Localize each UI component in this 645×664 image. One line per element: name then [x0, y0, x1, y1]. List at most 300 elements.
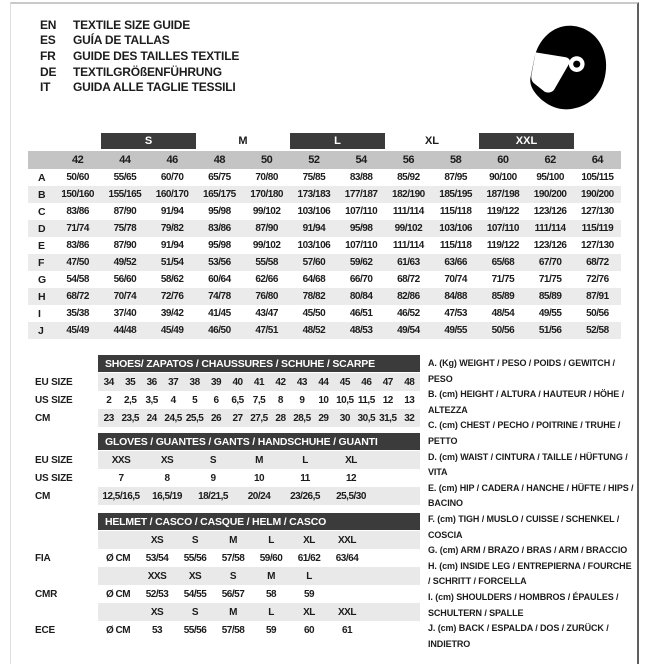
value-cell: 53/54	[145, 552, 169, 564]
value-cell: 58	[265, 588, 277, 600]
value-cell: 107/110	[345, 206, 378, 217]
value-cell: 170/180	[250, 189, 283, 200]
value-cell: 13	[404, 394, 415, 406]
row-letter: I	[38, 307, 41, 320]
legend-item: C. (cm) CHEST / PECHO / POITRINE / TRUHE / PETTO	[428, 420, 621, 446]
title-text: TEXTILE SIZE GUIDE	[73, 17, 191, 32]
value-cell: 71/74	[66, 223, 89, 234]
row-values	[98, 621, 420, 639]
value-cell: 31,5	[379, 412, 397, 424]
value-cell: 53	[151, 624, 163, 636]
row-values	[98, 603, 420, 621]
value-cell: 115/119	[581, 223, 614, 234]
letter-column-spacer	[28, 151, 54, 169]
value-cell: 63/66	[444, 257, 467, 268]
value-cell: 41/45	[208, 308, 231, 319]
value-cell: 90/100	[489, 172, 517, 183]
row-label-spacer	[35, 531, 98, 549]
title-line	[40, 48, 239, 64]
value-cell: 57/58	[221, 624, 245, 636]
legend-item: I. (cm) SHOULDERS / HOMBROS / ÉPAULES / SCHULTERN / SPALLE	[428, 591, 619, 618]
value-cell: 127/130	[581, 206, 614, 217]
value-cell: 67/70	[538, 257, 562, 268]
value-cell: 99/102	[394, 223, 423, 234]
value-cell: 70/80	[255, 172, 278, 183]
language-code: DE	[40, 64, 57, 79]
standard-label: FIA	[35, 552, 51, 564]
size-cell: M	[229, 534, 237, 546]
value-cell: 71/75	[491, 274, 515, 285]
value-cell: 26	[211, 412, 222, 424]
value-cell: 12,5/16,5	[102, 490, 140, 502]
shoes-table-title: SHOES/ ZAPATOS / CHAUSSURES / SCHUHE / SCARPE	[98, 355, 420, 372]
value-cell: 155/165	[108, 189, 142, 200]
title-text: GUIDA ALLE TAGLIE TESSILI	[73, 80, 236, 95]
legend-item: F. (cm) TIGH / MUSLO / CUISSE / SCHENKEL / COSCIA	[428, 513, 620, 540]
helmet-size-row	[35, 603, 420, 621]
value-cell: 119/122	[486, 240, 519, 251]
measurement-row-d	[28, 220, 621, 237]
value-cell: 45	[339, 376, 350, 388]
value-cell: 87/91	[586, 291, 609, 302]
helmet-table-title: HELMET / CASCO / CASQUE / HELM / CASCO	[98, 513, 420, 530]
size-cell: 64	[591, 154, 603, 166]
value-cell: 55/56	[183, 624, 207, 636]
value-cell: 76/80	[255, 291, 278, 302]
title-text: GUIDE DES TAILLES TEXTILE	[73, 48, 240, 63]
measurement-row-i	[28, 305, 621, 322]
size-group-l: L	[290, 133, 385, 149]
value-cell: M	[255, 454, 263, 466]
value-cell: 95/98	[349, 223, 373, 234]
size-group-s: S	[101, 133, 196, 149]
size-cell: XS	[150, 534, 164, 546]
value-cell: 60/70	[160, 172, 184, 183]
value-cell: 59	[303, 588, 315, 600]
row-letter: E	[38, 239, 46, 252]
unit-spacer	[98, 567, 138, 585]
value-cell: 80/84	[349, 291, 373, 302]
measurement-row-e	[28, 237, 621, 254]
value-cell: 35	[125, 376, 136, 388]
value-cell: 57/60	[302, 257, 326, 268]
row-label-spacer	[35, 433, 98, 450]
value-cell: 111/114	[392, 206, 424, 217]
size-cell: XXS	[147, 570, 167, 582]
unit-spacer	[98, 531, 138, 549]
value-cell: 48/52	[302, 325, 326, 336]
value-cell: 85/89	[538, 291, 562, 302]
title-line	[40, 79, 239, 95]
size-cell: XS	[188, 570, 202, 582]
value-cell: 34	[103, 376, 114, 388]
value-cell: 23,5	[121, 412, 139, 424]
language-code: EN	[40, 17, 57, 32]
helmet-size-row	[35, 531, 420, 549]
value-cell: 11	[300, 472, 310, 484]
value-cell: 60	[303, 624, 315, 636]
value-cell: 87/90	[255, 223, 278, 234]
value-cell: 7	[118, 472, 124, 484]
helmet-value-row-cmr	[35, 585, 420, 603]
value-cell: 45/50	[302, 308, 326, 319]
value-cell: 99/102	[252, 240, 281, 251]
measurement-row-c	[28, 203, 621, 220]
helmet-value-row-ece	[35, 621, 420, 639]
size-cell: XS	[150, 606, 164, 618]
value-cell: 48	[404, 376, 415, 388]
row-values	[98, 487, 420, 505]
value-cell: 62/66	[255, 274, 278, 285]
value-cell: 105/115	[581, 172, 614, 183]
size-cell: 54	[355, 154, 367, 166]
row-letter: A	[38, 171, 46, 184]
value-cell: 95/98	[208, 206, 231, 217]
size-cell: XXL	[338, 534, 356, 546]
value-cell: 23/26,5	[290, 490, 320, 502]
title-line	[40, 33, 239, 49]
value-cell: 64/68	[302, 274, 326, 285]
value-cell: 115/118	[439, 206, 472, 217]
table-row	[35, 487, 420, 505]
value-cell: 47/50	[66, 257, 89, 268]
row-letter: B	[38, 188, 46, 201]
language-code: IT	[40, 80, 51, 95]
size-cell: L	[268, 606, 274, 618]
value-cell: 50/56	[491, 325, 515, 336]
value-cell: 49/52	[113, 257, 137, 268]
title-line	[40, 17, 239, 33]
size-cell: S	[191, 534, 199, 546]
shoes-table	[35, 355, 420, 427]
value-cell: 39/42	[160, 308, 184, 319]
value-cell: 55/58	[255, 257, 278, 268]
value-cell: 35/38	[66, 308, 89, 319]
value-cell: 18/21,5	[198, 490, 228, 502]
value-cell: 44/48	[113, 325, 137, 336]
gloves-table	[35, 433, 420, 505]
value-cell: 56/60	[113, 274, 137, 285]
value-cell: 65/68	[491, 257, 515, 268]
value-cell: 111/114	[534, 223, 566, 234]
value-cell: 54/55	[183, 588, 207, 600]
value-cell: 8	[277, 394, 283, 406]
row-label-spacer	[35, 355, 98, 372]
value-cell: 83/86	[66, 206, 89, 217]
value-cell: 30	[339, 412, 350, 424]
value-cell: 48/53	[349, 325, 373, 336]
size-group-m: M	[238, 135, 248, 147]
size-group-xl: XL	[424, 135, 440, 147]
gloves-table-title: GLOVES / GUANTES / GANTS / HANDSCHUHE / GUANTI	[98, 433, 420, 450]
title-line	[40, 64, 239, 80]
table-row	[35, 391, 420, 409]
value-cell: 87/90	[113, 240, 137, 251]
row-label-spacer	[35, 513, 98, 530]
size-cell: 42	[72, 154, 84, 166]
value-cell: 59/60	[259, 552, 283, 564]
value-cell: 115/118	[439, 240, 472, 251]
unit-label: Ø CM	[105, 588, 131, 600]
size-cell: M	[267, 570, 275, 582]
row-values	[98, 373, 420, 391]
value-cell: 48/54	[491, 308, 515, 319]
helmet-table	[35, 513, 420, 639]
value-cell: 54/58	[66, 274, 89, 285]
value-cell: 85/92	[397, 172, 420, 183]
value-cell: 95/100	[536, 172, 564, 183]
value-cell: 44	[318, 376, 329, 388]
row-label-spacer	[35, 567, 98, 585]
row-values	[98, 451, 420, 469]
value-cell: 150/160	[61, 189, 94, 200]
value-cell: 50/56	[586, 308, 609, 319]
size-cell: 50	[261, 154, 273, 166]
value-cell: 71/75	[538, 274, 562, 285]
value-cell: 46/51	[349, 308, 373, 319]
value-cell: 27	[232, 412, 243, 424]
legend-item: J. (cm) BACK / ESPALDA / DOS / ZURÜCK / INDIETRO	[428, 623, 609, 649]
value-cell: 75/85	[302, 172, 326, 183]
legend-item: E. (cm) HIP / CADERA / HANCHE / HÜFTE / HIPS / BACINO	[428, 482, 634, 509]
size-cell: S	[191, 606, 199, 618]
value-cell: 3,5	[145, 394, 158, 406]
value-cell: 182/190	[392, 189, 425, 200]
value-cell: 28	[275, 412, 286, 424]
value-cell: 28,5	[293, 412, 311, 424]
value-cell: 79/82	[160, 223, 184, 234]
value-cell: 49/55	[538, 308, 562, 319]
value-cell: 61	[341, 624, 353, 636]
table-row	[35, 373, 420, 391]
size-cell: 58	[450, 154, 462, 166]
value-cell: 165/175	[203, 189, 236, 200]
row-letter: H	[38, 290, 46, 303]
racing-helmet-icon	[514, 20, 612, 118]
legend-item: D. (cm) WAIST / CINTURA / TAILLE / HÜFTUNG / VITA	[428, 451, 628, 478]
value-cell: 83/86	[208, 223, 231, 234]
size-cell: XXL	[338, 606, 356, 618]
language-code: FR	[40, 48, 56, 63]
value-cell: 59	[265, 624, 277, 636]
value-cell: 47/53	[444, 308, 467, 319]
value-cell: 63/64	[335, 552, 359, 564]
size-cell: M	[229, 606, 237, 618]
value-cell: 74/78	[208, 291, 231, 302]
value-cell: 187/198	[486, 189, 520, 200]
value-cell: 24	[146, 412, 157, 424]
value-cell: 46/50	[208, 325, 231, 336]
value-cell: 68/72	[66, 291, 89, 302]
value-cell: 6,5	[231, 394, 244, 406]
title-block	[40, 17, 239, 95]
value-cell: 27,5	[250, 412, 268, 424]
value-cell: 99/102	[252, 206, 281, 217]
value-cell: S	[209, 454, 217, 466]
value-cell: 83/88	[349, 172, 373, 183]
textile-size-table	[28, 133, 621, 339]
value-cell: 58/62	[160, 274, 184, 285]
value-cell: 53/56	[208, 257, 231, 268]
value-cell: 10,5	[336, 394, 354, 406]
row-label: CM	[35, 490, 51, 502]
value-cell: 4	[170, 394, 176, 406]
value-cell: 190/200	[581, 189, 614, 200]
value-cell: 2,5	[123, 394, 137, 406]
value-cell: 87/95	[444, 172, 467, 183]
value-cell: 10	[318, 394, 329, 406]
size-cell: S	[229, 570, 237, 582]
size-group-spacer	[28, 133, 101, 149]
size-cell: 52	[308, 154, 320, 166]
value-cell: 38	[189, 376, 200, 388]
unit-label: Ø CM	[105, 552, 131, 564]
legend-item: B. (cm) HEIGHT / ALTURA / HAUTEUR / HÖHE / ALTEZZA	[428, 389, 624, 415]
value-cell: 40	[232, 376, 243, 388]
value-cell: 30,5	[357, 412, 376, 424]
measurement-row-a	[28, 169, 621, 186]
value-cell: XS	[160, 454, 174, 466]
value-cell: XL	[345, 454, 357, 466]
value-cell: 185/195	[439, 189, 472, 200]
unit-spacer	[98, 603, 138, 621]
value-cell: 49/54	[397, 325, 420, 336]
value-cell: 59/62	[349, 257, 373, 268]
value-cell: 103/106	[297, 240, 331, 251]
value-cell: L	[302, 454, 308, 466]
value-cell: 24,5	[164, 412, 182, 424]
language-code: ES	[40, 33, 56, 48]
helmet-header-row	[35, 513, 420, 530]
value-cell: 50/60	[66, 172, 89, 183]
size-cell	[328, 567, 366, 585]
size-group-xxl: XXL	[479, 133, 574, 149]
value-cell: 41	[253, 376, 265, 388]
value-cell: 107/110	[345, 240, 378, 251]
value-cell: 78/82	[302, 291, 326, 302]
row-values	[98, 409, 420, 427]
gloves-header-row	[35, 433, 420, 450]
value-cell: 61/63	[397, 257, 420, 268]
helmet-size-row	[35, 567, 420, 585]
value-cell: 45/49	[160, 325, 184, 336]
value-cell: 46	[361, 376, 372, 388]
standard-label: ECE	[35, 624, 55, 636]
value-cell	[328, 585, 366, 603]
value-cell: 95/98	[208, 240, 231, 251]
row-letter: F	[38, 256, 45, 269]
value-cell: 45/49	[66, 325, 89, 336]
value-cell: 43/47	[255, 308, 278, 319]
size-cell: 60	[497, 154, 509, 166]
value-cell: 68/72	[397, 274, 420, 285]
value-cell: 49/55	[444, 325, 467, 336]
size-number-row	[28, 151, 621, 169]
unit-label: Ø CM	[105, 624, 131, 636]
value-cell: 60/64	[208, 274, 231, 285]
measurement-legend	[428, 356, 636, 652]
value-cell: 37/40	[113, 308, 137, 319]
value-cell: 52/53	[145, 588, 169, 600]
value-cell: 65/75	[208, 172, 231, 183]
value-cell: 70/74	[444, 274, 467, 285]
value-cell: 123/126	[533, 206, 567, 217]
value-cell: 111/114	[392, 240, 424, 251]
value-cell: 190/200	[533, 189, 567, 200]
value-cell: 7,5	[252, 394, 266, 406]
value-cell: 103/106	[297, 206, 331, 217]
value-cell: 52/58	[586, 325, 609, 336]
value-cell: 10	[253, 472, 265, 484]
value-cell: 9	[210, 472, 216, 484]
measurement-row-h	[28, 288, 621, 305]
row-values	[98, 549, 420, 567]
value-cell: 66/70	[349, 274, 373, 285]
standard-label: CMR	[35, 588, 58, 600]
value-cell: 107/110	[486, 223, 519, 234]
row-label-spacer	[35, 603, 98, 621]
value-cell: 91/94	[160, 240, 184, 251]
row-label: EU SIZE	[35, 376, 73, 388]
value-cell: 91/94	[160, 206, 184, 217]
value-cell: 8	[164, 472, 170, 484]
helmet-value-row-fia	[35, 549, 420, 567]
value-cell: 2	[106, 394, 112, 406]
helmet-icon-graphic	[514, 20, 612, 118]
row-label: CM	[35, 412, 51, 424]
row-values	[98, 585, 420, 603]
size-cell: 48	[213, 154, 225, 166]
size-cell: 44	[119, 154, 131, 166]
value-cell: 75/78	[113, 223, 137, 234]
value-cell: 103/106	[439, 223, 472, 234]
table-row	[35, 451, 420, 469]
value-cell: 25,5/30	[336, 490, 366, 502]
row-values	[98, 531, 420, 549]
row-letter: J	[38, 324, 44, 337]
value-cell: 37	[168, 376, 179, 388]
value-cell: 11,5	[357, 394, 375, 406]
row-letter: D	[38, 222, 46, 235]
table-row	[35, 469, 420, 487]
row-label: US SIZE	[35, 472, 73, 484]
value-cell: 42	[275, 376, 286, 388]
value-cell: 47	[382, 376, 393, 388]
measurement-row-j	[28, 322, 621, 339]
value-cell: 160/170	[155, 189, 189, 200]
value-cell: 43	[296, 376, 307, 388]
value-cell: 29	[318, 412, 329, 424]
value-cell: 25,5	[185, 412, 204, 424]
row-label: EU SIZE	[35, 454, 73, 466]
size-cell: L	[268, 534, 274, 546]
value-cell: 70/74	[113, 291, 137, 302]
value-cell: 123/126	[533, 240, 567, 251]
size-cell: L	[306, 570, 312, 582]
value-cell: 16,5/19	[152, 490, 182, 502]
value-cell: 23	[103, 412, 114, 424]
value-cell: 173/183	[297, 189, 331, 200]
value-cell: 119/122	[486, 206, 519, 217]
value-cell: 20/24	[247, 490, 271, 502]
value-cell: 55/56	[183, 552, 207, 564]
row-label: US SIZE	[35, 394, 73, 406]
value-cell: 127/130	[581, 240, 614, 251]
size-cell: 46	[166, 154, 178, 166]
shoes-header-row	[35, 355, 420, 372]
legend-item: A. (Kg) WEIGHT / PESO / POIDS / GEWITCH / PESO	[428, 358, 615, 384]
value-cell: 82/86	[397, 291, 420, 302]
